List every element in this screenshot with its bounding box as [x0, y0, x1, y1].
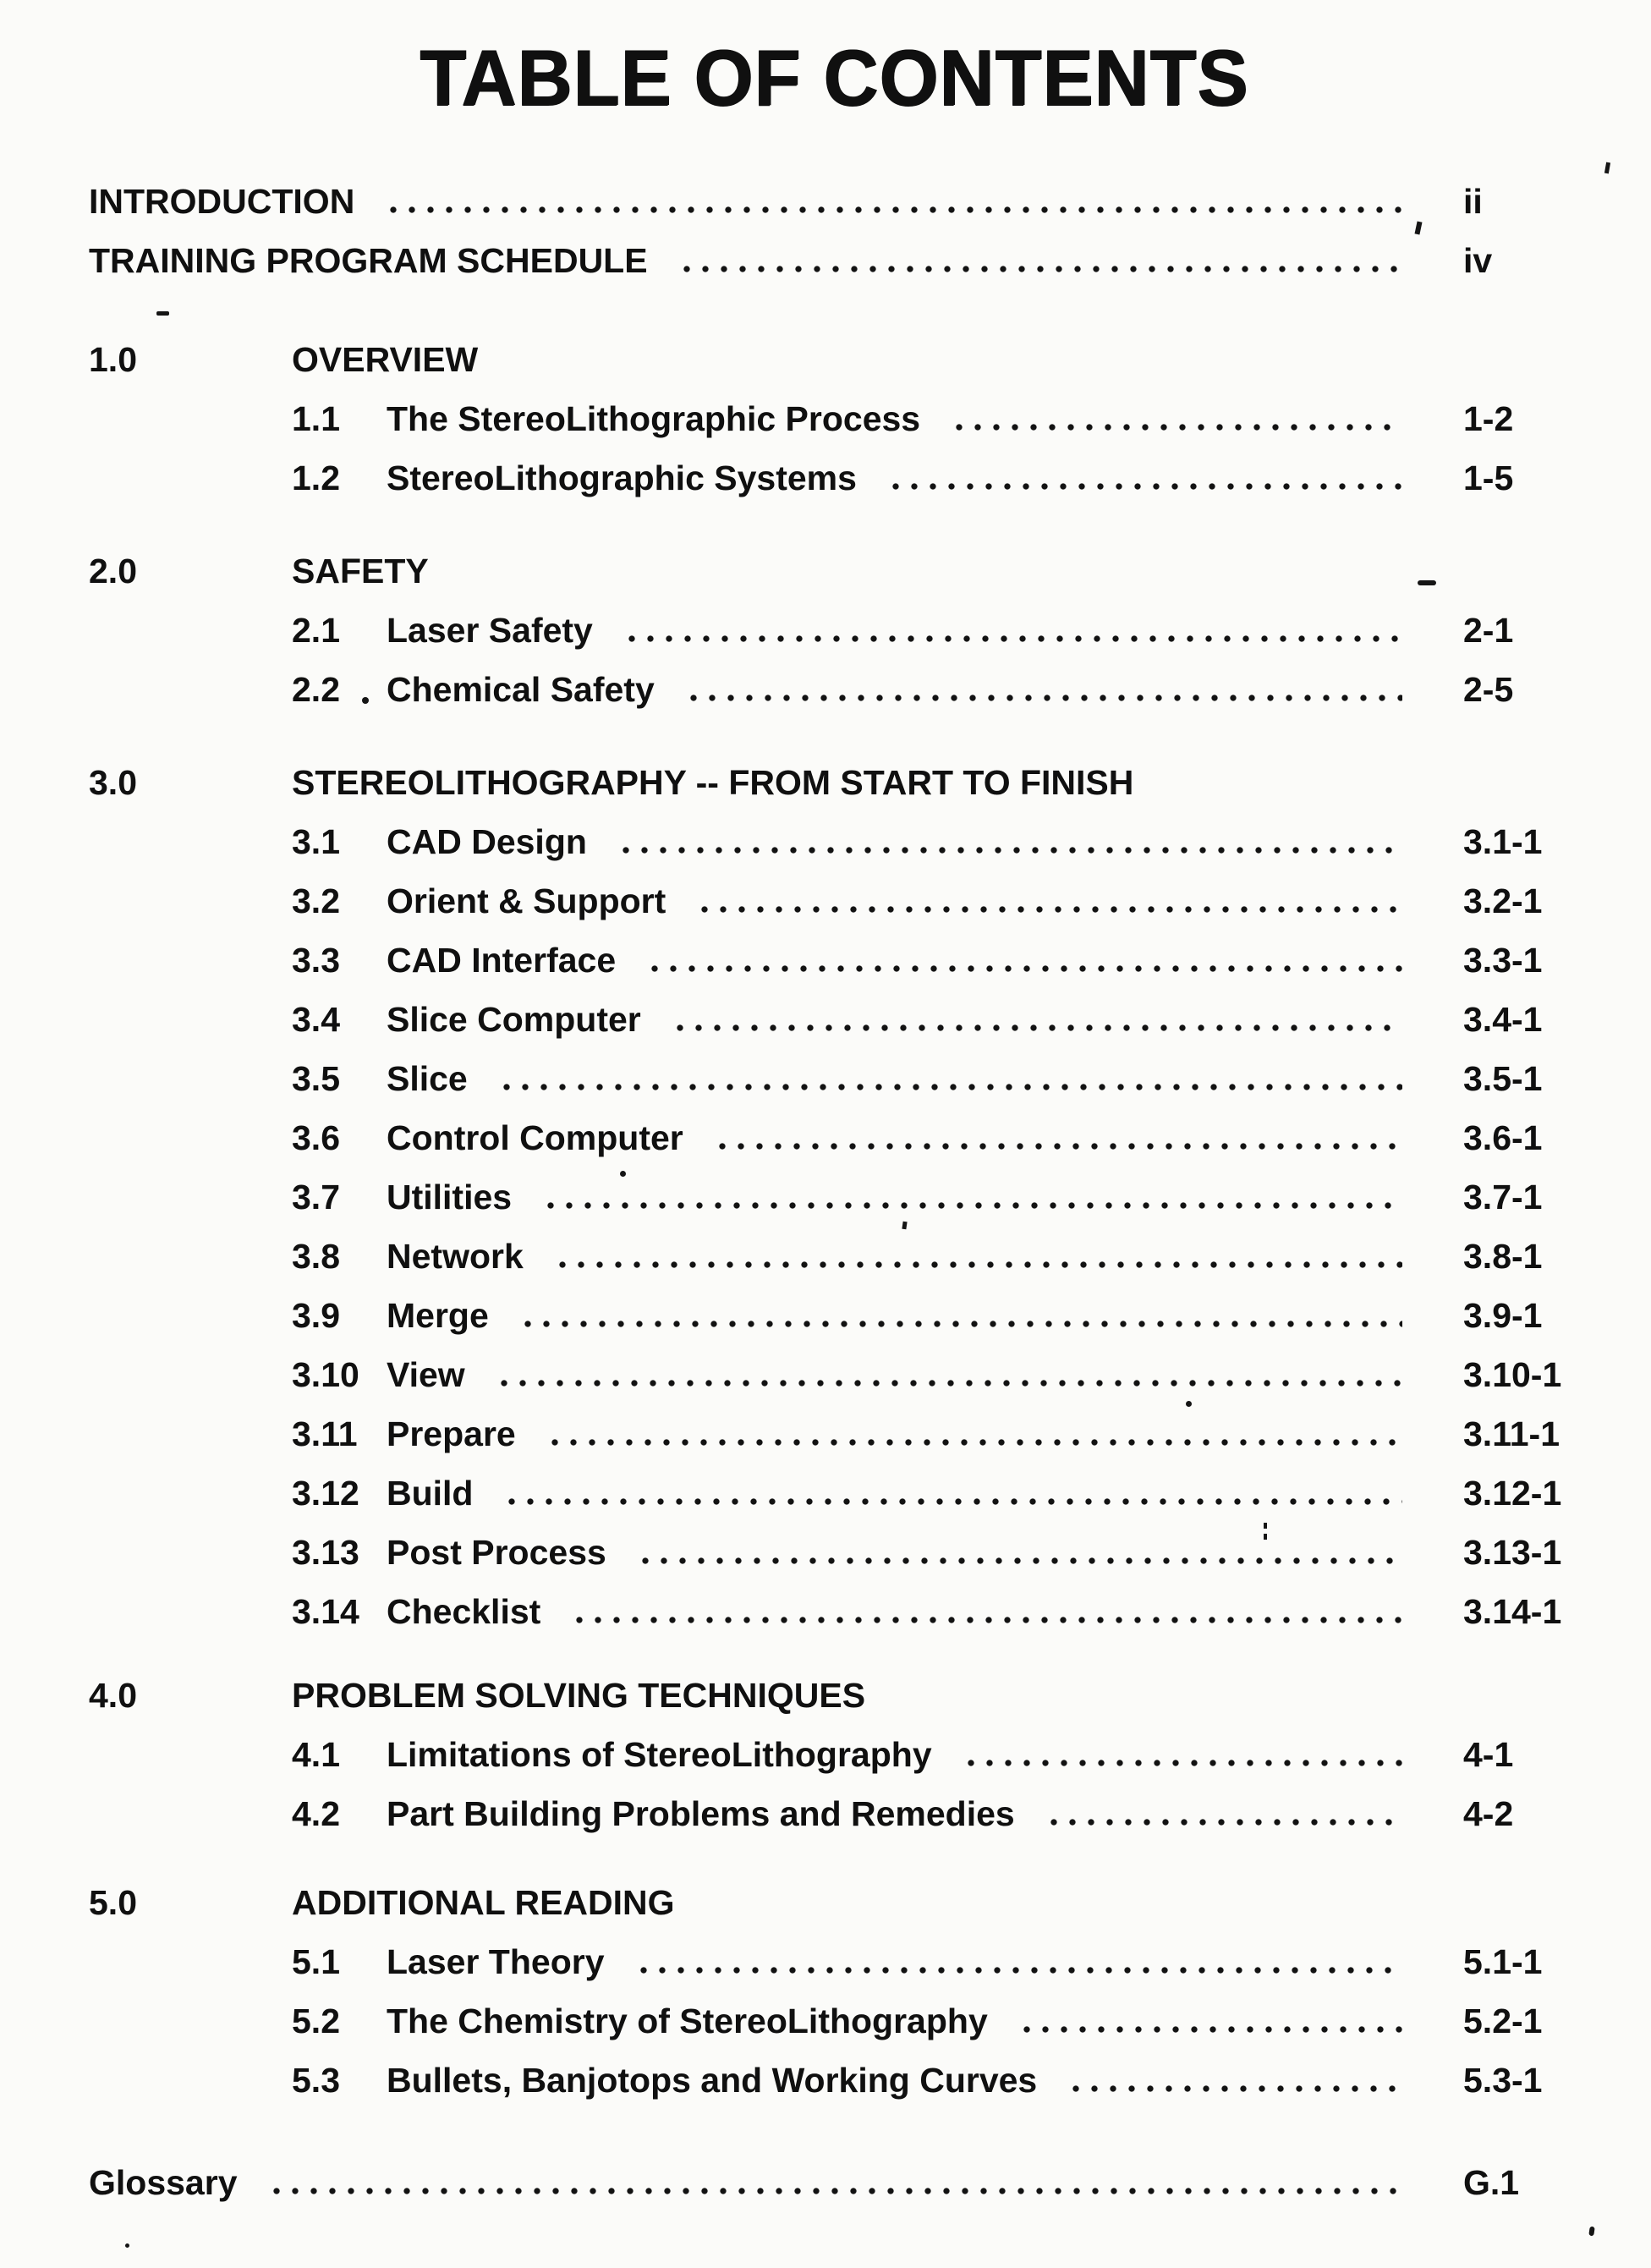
section-number: 3.0 — [89, 763, 137, 802]
page-number: 3.14-1 — [1463, 1592, 1562, 1631]
back-matter — [89, 2153, 1579, 2212]
toc-entry-row — [89, 1991, 1579, 2051]
dot-leader — [501, 1378, 1402, 1387]
toc-entry-row — [89, 1463, 1579, 1523]
page-number: 3.6-1 — [1463, 1118, 1543, 1157]
dot-leader — [1023, 2024, 1402, 2033]
page-number: 4-2 — [1463, 1794, 1514, 1833]
entry-label: Control Computer — [387, 1118, 683, 1157]
entry-number: 3.4 — [292, 1000, 340, 1039]
section-title: SAFETY — [292, 552, 429, 590]
page-number: 3.5-1 — [1463, 1059, 1543, 1098]
entry-number: 3.1 — [292, 822, 340, 861]
entry-number: 5.3 — [292, 2061, 340, 2100]
section-heading — [89, 1666, 1579, 1725]
entry-number: 3.11 — [292, 1414, 358, 1453]
scan-speck — [1186, 1401, 1192, 1407]
toc-entry-row — [89, 812, 1579, 871]
page-number: 5.2-1 — [1463, 2002, 1543, 2040]
dot-leader — [273, 2186, 1403, 2194]
page-number: 5.1-1 — [1463, 1942, 1543, 1981]
dot-leader — [690, 693, 1402, 701]
dot-leader — [551, 1437, 1402, 1446]
entry-label: View — [387, 1355, 465, 1394]
entry-label: Network — [387, 1237, 524, 1276]
toc-entry-row — [89, 2051, 1579, 2110]
entry-number: 3.7 — [292, 1178, 340, 1216]
dot-leader — [508, 1496, 1402, 1505]
entry-label: CAD Interface — [387, 941, 617, 980]
page-number: 3.4-1 — [1463, 1000, 1543, 1039]
toc-entry-row — [89, 2153, 1579, 2212]
scan-speck — [1264, 1534, 1267, 1540]
section-heading — [89, 1873, 1579, 1932]
page-number: 1-5 — [1463, 459, 1514, 497]
entry-number: 1.1 — [292, 399, 340, 438]
page-number: 2-5 — [1463, 670, 1514, 709]
page-number: 3.10-1 — [1463, 1355, 1562, 1394]
entry-label: Build — [387, 1474, 474, 1513]
dot-leader — [1050, 1817, 1402, 1826]
section-overview — [89, 330, 1579, 508]
toc-entry-row — [89, 1286, 1579, 1345]
page-number: 3.1-1 — [1463, 822, 1543, 861]
entry-number: 3.6 — [292, 1118, 340, 1157]
entry-label: TRAINING PROGRAM SCHEDULE — [89, 241, 648, 280]
dot-leader — [956, 422, 1402, 431]
front-matter — [89, 172, 1579, 290]
page-number: 5.3-1 — [1463, 2061, 1543, 2100]
toc-entry-row — [89, 871, 1579, 931]
section-heading — [89, 753, 1579, 812]
section-title: STEREOLITHOGRAPHY -- FROM START TO FINISH — [292, 763, 1134, 802]
section-problem-solving — [89, 1666, 1579, 1843]
section-additional-reading — [89, 1873, 1579, 2110]
section-safety — [89, 541, 1579, 719]
dot-leader — [390, 205, 1402, 213]
page-number: G.1 — [1463, 2163, 1520, 2202]
dot-leader — [547, 1200, 1402, 1209]
toc-entry-row — [89, 1345, 1579, 1404]
entry-label: Checklist — [387, 1592, 541, 1631]
section-number: 2.0 — [89, 552, 137, 590]
entry-number: 2.1 — [292, 611, 340, 650]
entry-label: Laser Safety — [387, 611, 593, 650]
entry-number: 3.8 — [292, 1237, 340, 1276]
entry-label: Post Process — [387, 1533, 606, 1572]
toc-entry-row — [89, 1932, 1579, 1991]
dot-leader — [576, 1615, 1402, 1623]
dot-leader — [640, 1965, 1403, 1974]
dot-leader — [642, 1556, 1402, 1564]
entry-label: Orient & Support — [387, 881, 666, 920]
entry-label: Utilities — [387, 1178, 513, 1216]
entry-number: 3.10 — [292, 1355, 359, 1394]
page-number: 3.11-1 — [1463, 1414, 1560, 1453]
entry-number: 1.2 — [292, 459, 340, 497]
toc-entry-row — [89, 172, 1579, 231]
page-number: 3.3-1 — [1463, 941, 1543, 980]
dot-leader — [683, 264, 1402, 272]
dot-leader — [677, 1023, 1402, 1031]
toc-entry-row — [89, 1049, 1579, 1108]
section-stereolithography — [89, 753, 1579, 1641]
scan-speck — [1418, 580, 1436, 585]
page-number: 3.2-1 — [1463, 881, 1543, 920]
entry-number: 3.12 — [292, 1474, 359, 1513]
entry-label: Slice Computer — [387, 1000, 641, 1039]
entry-number: 4.2 — [292, 1794, 340, 1833]
entry-label: INTRODUCTION — [89, 182, 355, 221]
dot-leader — [623, 845, 1402, 854]
entry-label: The StereoLithographic Process — [387, 399, 921, 438]
dot-leader — [701, 904, 1402, 913]
entry-label: CAD Design — [387, 822, 587, 861]
toc-entry-row — [89, 231, 1579, 290]
entry-label: Prepare — [387, 1414, 516, 1453]
section-number: 5.0 — [89, 1883, 137, 1922]
entry-label: Bullets, Banjotops and Working Curves — [387, 2061, 1038, 2100]
dot-leader — [524, 1319, 1402, 1327]
toc-entry-row — [89, 1784, 1579, 1843]
entry-label: The Chemistry of StereoLithography — [387, 2002, 988, 2040]
entry-number: 3.3 — [292, 941, 340, 980]
entry-label: Laser Theory — [387, 1942, 605, 1981]
toc-entry-row — [89, 1404, 1579, 1463]
dot-leader — [1072, 2084, 1402, 2092]
entry-label: Glossary — [89, 2163, 238, 2202]
page-number: 3.13-1 — [1463, 1533, 1562, 1572]
entry-number: 3.9 — [292, 1296, 340, 1335]
toc-entry-row — [89, 389, 1579, 448]
entry-number: 4.1 — [292, 1735, 340, 1774]
entry-label: Merge — [387, 1296, 489, 1335]
page-number: 3.9-1 — [1463, 1296, 1543, 1335]
dot-leader — [719, 1141, 1402, 1150]
page-number: 3.8-1 — [1463, 1237, 1543, 1276]
section-title: PROBLEM SOLVING TECHNIQUES — [292, 1676, 866, 1715]
section-title: ADDITIONAL READING — [292, 1883, 675, 1922]
page-number: 2-1 — [1463, 611, 1514, 650]
dot-leader — [651, 964, 1402, 972]
dot-leader — [503, 1082, 1402, 1090]
entry-number: 5.2 — [292, 2002, 340, 2040]
entry-number: 5.1 — [292, 1942, 340, 1981]
page-number: 3.7-1 — [1463, 1178, 1543, 1216]
entry-label: Chemical Safety — [387, 670, 655, 709]
dot-leader — [892, 481, 1402, 490]
page-number: iv — [1463, 241, 1493, 280]
entry-number: 3.14 — [292, 1592, 359, 1631]
page-title: TABLE OF CONTENTS — [419, 35, 1249, 123]
entry-label: Slice — [387, 1059, 468, 1098]
section-title: OVERVIEW — [292, 340, 479, 379]
section-heading — [89, 541, 1579, 601]
scan-speck — [1588, 2227, 1594, 2237]
section-number: 4.0 — [89, 1676, 137, 1715]
toc-entry-row — [89, 1725, 1579, 1784]
toc-entry-row — [89, 1108, 1579, 1167]
dot-leader — [968, 1758, 1402, 1766]
toc-entry-row — [89, 1167, 1579, 1227]
scan-speck — [156, 311, 169, 316]
toc-entry-row — [89, 1582, 1579, 1641]
entry-label: StereoLithographic Systems — [387, 459, 857, 497]
toc-entry-row — [89, 601, 1579, 660]
section-heading — [89, 330, 1579, 389]
entry-label: Limitations of StereoLithography — [387, 1735, 932, 1774]
dot-leader — [559, 1260, 1402, 1268]
scan-speck — [362, 697, 369, 704]
dot-leader — [628, 634, 1402, 642]
toc-entry-row — [89, 448, 1579, 508]
scan-speck — [1264, 1523, 1267, 1529]
entry-number: 3.13 — [292, 1533, 359, 1572]
scan-speck — [125, 2243, 129, 2248]
page-number: ii — [1463, 182, 1483, 221]
entry-number: 3.2 — [292, 881, 340, 920]
page-number: 3.12-1 — [1463, 1474, 1562, 1513]
toc-entry-row — [89, 990, 1579, 1049]
toc-entry-row — [89, 931, 1579, 990]
page-number: 1-2 — [1463, 399, 1514, 438]
section-number: 1.0 — [89, 340, 137, 379]
entry-number: 2.2 — [292, 670, 340, 709]
page-number: 4-1 — [1463, 1735, 1514, 1774]
toc-entry-row — [89, 660, 1579, 719]
scan-speck — [620, 1171, 626, 1177]
toc-entry-row — [89, 1523, 1579, 1582]
entry-label: Part Building Problems and Remedies — [387, 1794, 1015, 1833]
toc-entry-row — [89, 1227, 1579, 1286]
entry-number: 3.5 — [292, 1059, 340, 1098]
